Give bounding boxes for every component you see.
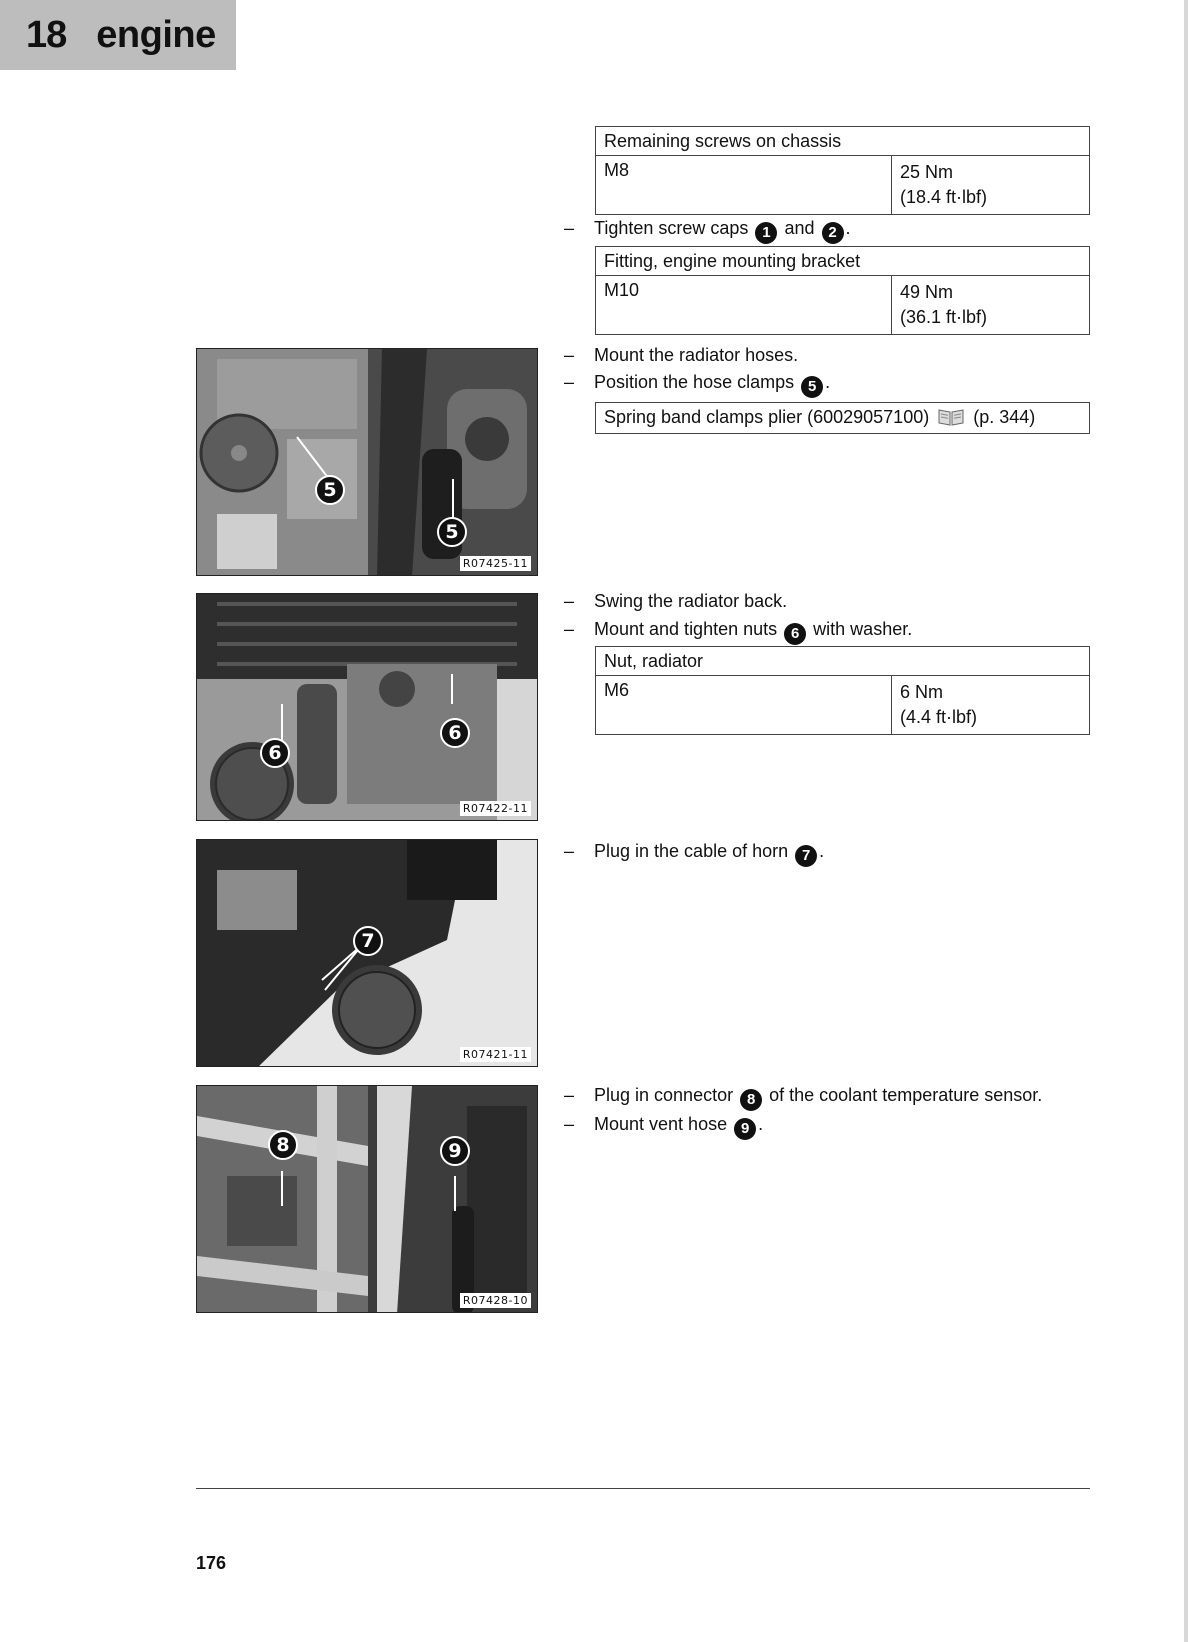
figure-callout: 8	[268, 1130, 298, 1160]
footer-rule	[196, 1488, 1090, 1489]
figure-radiator-hose-clamps	[196, 348, 538, 576]
torque-table-heading: Remaining screws on chassis	[596, 127, 1089, 156]
torque-table-value-imperial: (36.1 ft·lbf)	[900, 307, 988, 327]
step-text: Mount vent hose	[594, 1114, 728, 1134]
figure-callout: 5	[437, 517, 467, 547]
step-text-end: .	[819, 841, 825, 861]
step-dash: –	[564, 1114, 575, 1134]
page-edge	[1184, 0, 1188, 1642]
callout-marker: 9	[734, 1118, 756, 1140]
step-mount-nuts	[564, 617, 912, 645]
torque-table-chassis-screws	[595, 126, 1090, 215]
step-dash: –	[564, 619, 575, 639]
step-swing-radiator	[564, 589, 787, 613]
step-text: Plug in the cable of horn	[594, 841, 789, 861]
step-text: Plug in connector	[594, 1085, 734, 1105]
figure-code: R07425-11	[460, 556, 531, 571]
torque-table-size: M6	[596, 676, 892, 734]
step-mount-vent-hose	[564, 1112, 763, 1140]
step-text-end: with washer.	[813, 619, 913, 639]
figure-code: R07428-10	[460, 1293, 531, 1308]
callout-marker: 7	[795, 845, 817, 867]
step-text: Mount and tighten nuts	[594, 619, 778, 639]
step-text-end: of the coolant temperature sensor.	[769, 1085, 1043, 1105]
torque-table-engine-bracket	[595, 246, 1090, 335]
torque-table-value-imperial: (4.4 ft·lbf)	[900, 707, 978, 727]
step-dash: –	[564, 345, 575, 365]
torque-table-heading: Nut, radiator	[596, 647, 1089, 676]
step-text: Position the hose clamps	[594, 372, 795, 392]
figure-coolant-sensor-vent-hose	[196, 1085, 538, 1313]
special-tool-box	[595, 402, 1090, 434]
step-position-hose-clamps	[564, 370, 830, 398]
step-dash: –	[564, 591, 575, 611]
torque-table-size: M10	[596, 276, 892, 334]
step-text-end: .	[845, 218, 851, 238]
torque-table-value: 25 Nm	[900, 162, 954, 182]
tool-name: Spring band clamps plier (60029057100)	[604, 407, 930, 427]
chapter-title: engine	[96, 13, 216, 56]
step-plug-horn	[564, 839, 824, 867]
step-text-and: and	[784, 218, 815, 238]
figure-code: R07421-11	[460, 1047, 531, 1062]
chapter-number: 18	[26, 13, 67, 56]
torque-table-radiator-nut	[595, 646, 1090, 735]
figure-callout: 7	[353, 926, 383, 956]
step-text: Swing the radiator back.	[594, 591, 788, 611]
callout-marker: 6	[784, 623, 806, 645]
torque-table-size: M8	[596, 156, 892, 214]
figure-horn	[196, 839, 538, 1067]
step-text: Mount the radiator hoses.	[594, 345, 799, 365]
step-tighten-screw-caps	[564, 216, 851, 244]
figure-callout: 9	[440, 1136, 470, 1166]
callout-marker: 1	[755, 222, 777, 244]
torque-table-value: 6 Nm	[900, 682, 944, 702]
figure-callout: 6	[260, 738, 290, 768]
tool-page-ref: (p. 344)	[973, 407, 1036, 427]
torque-table-heading: Fitting, engine mounting bracket	[596, 247, 1089, 276]
step-text-end: .	[758, 1114, 764, 1134]
callout-marker: 5	[801, 376, 823, 398]
callout-marker: 2	[822, 222, 844, 244]
figure-code: R07422-11	[460, 801, 531, 816]
step-dash: –	[564, 372, 575, 392]
chapter-header	[0, 0, 236, 70]
step-text-end: .	[825, 372, 831, 392]
figure-callout: 5	[315, 475, 345, 505]
step-dash: –	[564, 1085, 575, 1105]
figure-radiator-nuts	[196, 593, 538, 821]
callout-marker: 8	[740, 1089, 762, 1111]
step-text: Tighten screw caps	[594, 218, 749, 238]
page-number: 176	[196, 1553, 227, 1573]
step-plug-connector	[564, 1083, 1042, 1111]
book-icon	[937, 407, 965, 427]
torque-table-value: 49 Nm	[900, 282, 954, 302]
torque-table-value-imperial: (18.4 ft·lbf)	[900, 187, 988, 207]
step-dash: –	[564, 218, 575, 238]
figure-callout: 6	[440, 718, 470, 748]
step-dash: –	[564, 841, 575, 861]
step-mount-radiator-hoses	[564, 343, 798, 367]
